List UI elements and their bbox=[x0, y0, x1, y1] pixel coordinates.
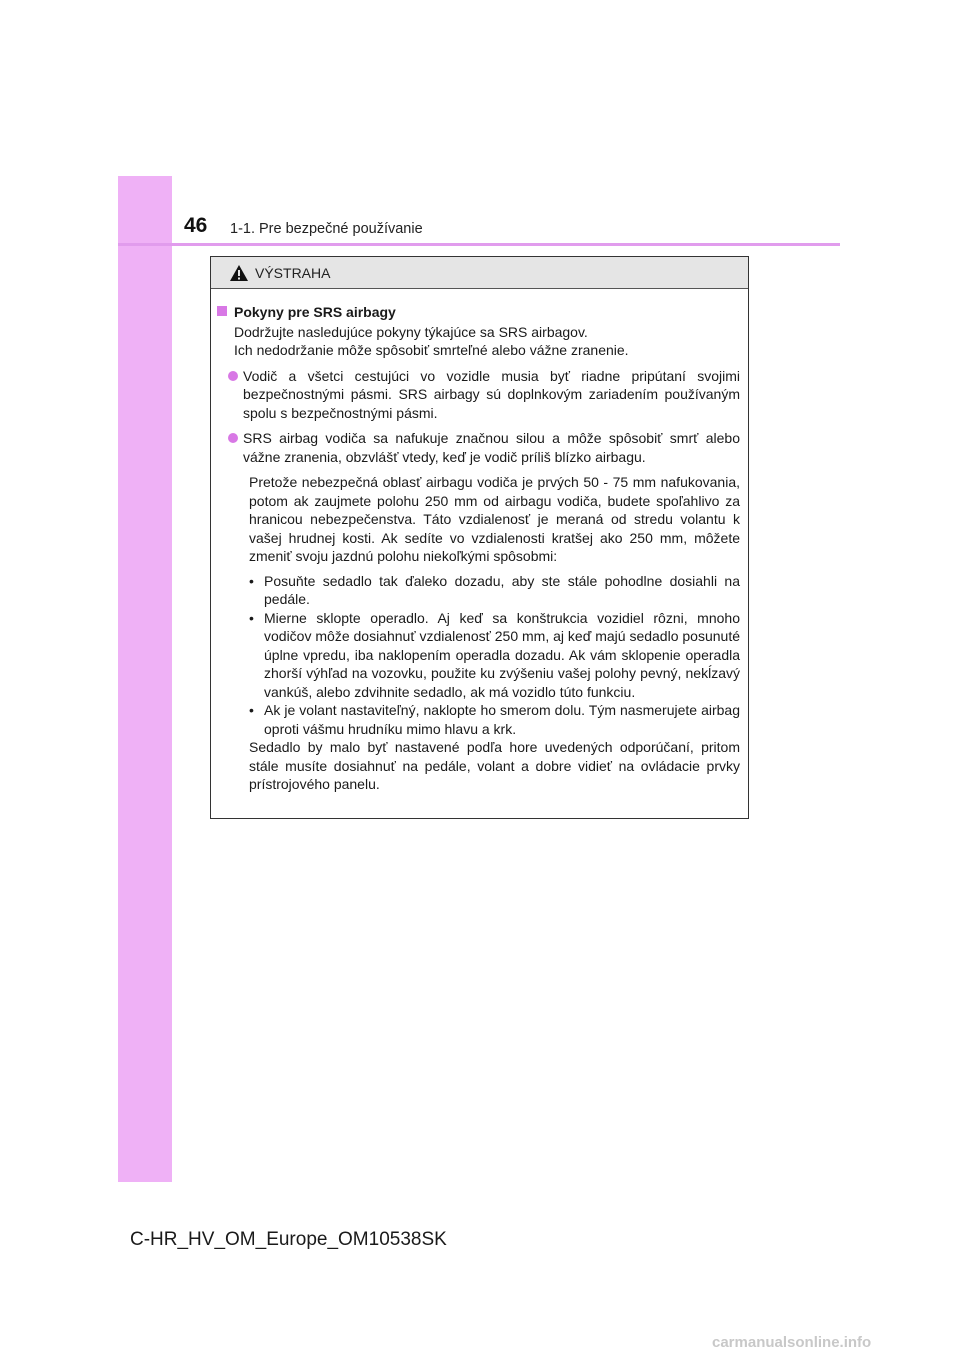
page-number: 46 bbox=[184, 214, 208, 237]
bullet-item bbox=[228, 429, 740, 466]
sub-list bbox=[217, 572, 740, 739]
explanation-paragraph: Pretože nebezpečná oblasť airbagu vodiča je prvých 50 - 75 mm nafukovania, potom ak zaujmete polohu 250 mm od airbagu vodiča, budete spoľahlivo za hranicou nebezpečenstva. Táto vzdialenosť je meraná od stredu volantu k vašej hrudnej kosti. Ak sedíte vo vzdialenosti kratšej ako 250 mm, môžete zmeniť svoju jazdnú polohu niekoľkými spôsobmi: bbox=[249, 474, 740, 564]
document-code: C-HR_HV_OM_Europe_OM10538SK bbox=[130, 1229, 447, 1250]
sub-bullet-marker: • bbox=[249, 702, 254, 718]
sub-item-text: Ak je volant nastaviteľný, naklopte ho smerom dolu. Tým nasmerujete airbag oproti vášmu hrudníku mimo hlavu a krk. bbox=[264, 702, 740, 737]
bullet-item bbox=[228, 367, 740, 423]
warning-triangle-icon bbox=[229, 264, 249, 282]
sub-bullet-marker: • bbox=[249, 609, 254, 626]
round-bullet-icon bbox=[228, 433, 238, 443]
bullet-text: SRS airbag vodiča sa nafukuje značnou silou a môže spôsobiť smrť alebo vážne zranenia, obzvlášť vtedy, keď je vodič príliš blízko airbagu. bbox=[243, 430, 740, 465]
warning-body bbox=[211, 289, 748, 794]
sub-item-text: Mierne sklopte operadlo. Aj keď sa konštrukcia vozidiel rôzni, mnoho vodičov môže dosiahnuť vzdialenosť 250 mm, aj keď majú sedadlo posunuté úplne vpredu, iba naklopením operadla dozadu. Ak vám sklopenie operadla zhorší výhľad na vozovku, použite ku zvýšeniu vašej polohy pevný, nekĺzavý vankúš, alebo zdvihnite sedadlo, ak má vozidlo túto funkciu. bbox=[264, 609, 740, 700]
intro-line: Dodržujte nasledujúce pokyny týkajúce sa SRS airbagov. bbox=[234, 323, 588, 340]
sub-item-text: Posuňte sedadlo tak ďaleko dozadu, aby ste stále pohodlne dosiahli na pedále. bbox=[264, 572, 740, 607]
intro-line: Ich nedodržanie môže spôsobiť smrteľné alebo vážne zranenie. bbox=[234, 342, 629, 358]
bullet-text: Vodič a všetci cestujúci vo vozidle musia byť riadne pripútaní svojimi bezpečnostnými pásmi. SRS airbagy sú doplnkovým zariadením používaným spolu s bezpečnostnými pásmi. bbox=[243, 367, 740, 421]
heading-text: Pokyny pre SRS airbagy bbox=[234, 304, 396, 320]
round-bullet-icon bbox=[228, 371, 238, 381]
warning-label: VÝSTRAHA bbox=[255, 265, 331, 281]
sub-list-item bbox=[249, 701, 740, 738]
sub-list-item bbox=[249, 572, 740, 609]
watermark: carmanualsonline.info bbox=[712, 1334, 872, 1351]
section-title: 1-1. Pre bezpečné používanie bbox=[230, 221, 423, 237]
warning-box bbox=[210, 256, 749, 819]
side-color-band bbox=[118, 176, 172, 1182]
closing-paragraph: Sedadlo by malo byť nastavené podľa hore uvedených odporúčaní, pritom stále musíte dosiahnuť na pedále, volant a dobre vidieť na ovládacie prvky prístrojového panelu. bbox=[249, 739, 740, 792]
warning-header bbox=[211, 257, 748, 289]
sub-bullet-marker: • bbox=[249, 572, 254, 589]
square-bullet-icon bbox=[217, 306, 227, 316]
header-rule bbox=[118, 243, 840, 246]
warning-heading bbox=[217, 303, 740, 322]
sub-list-item bbox=[249, 609, 740, 702]
